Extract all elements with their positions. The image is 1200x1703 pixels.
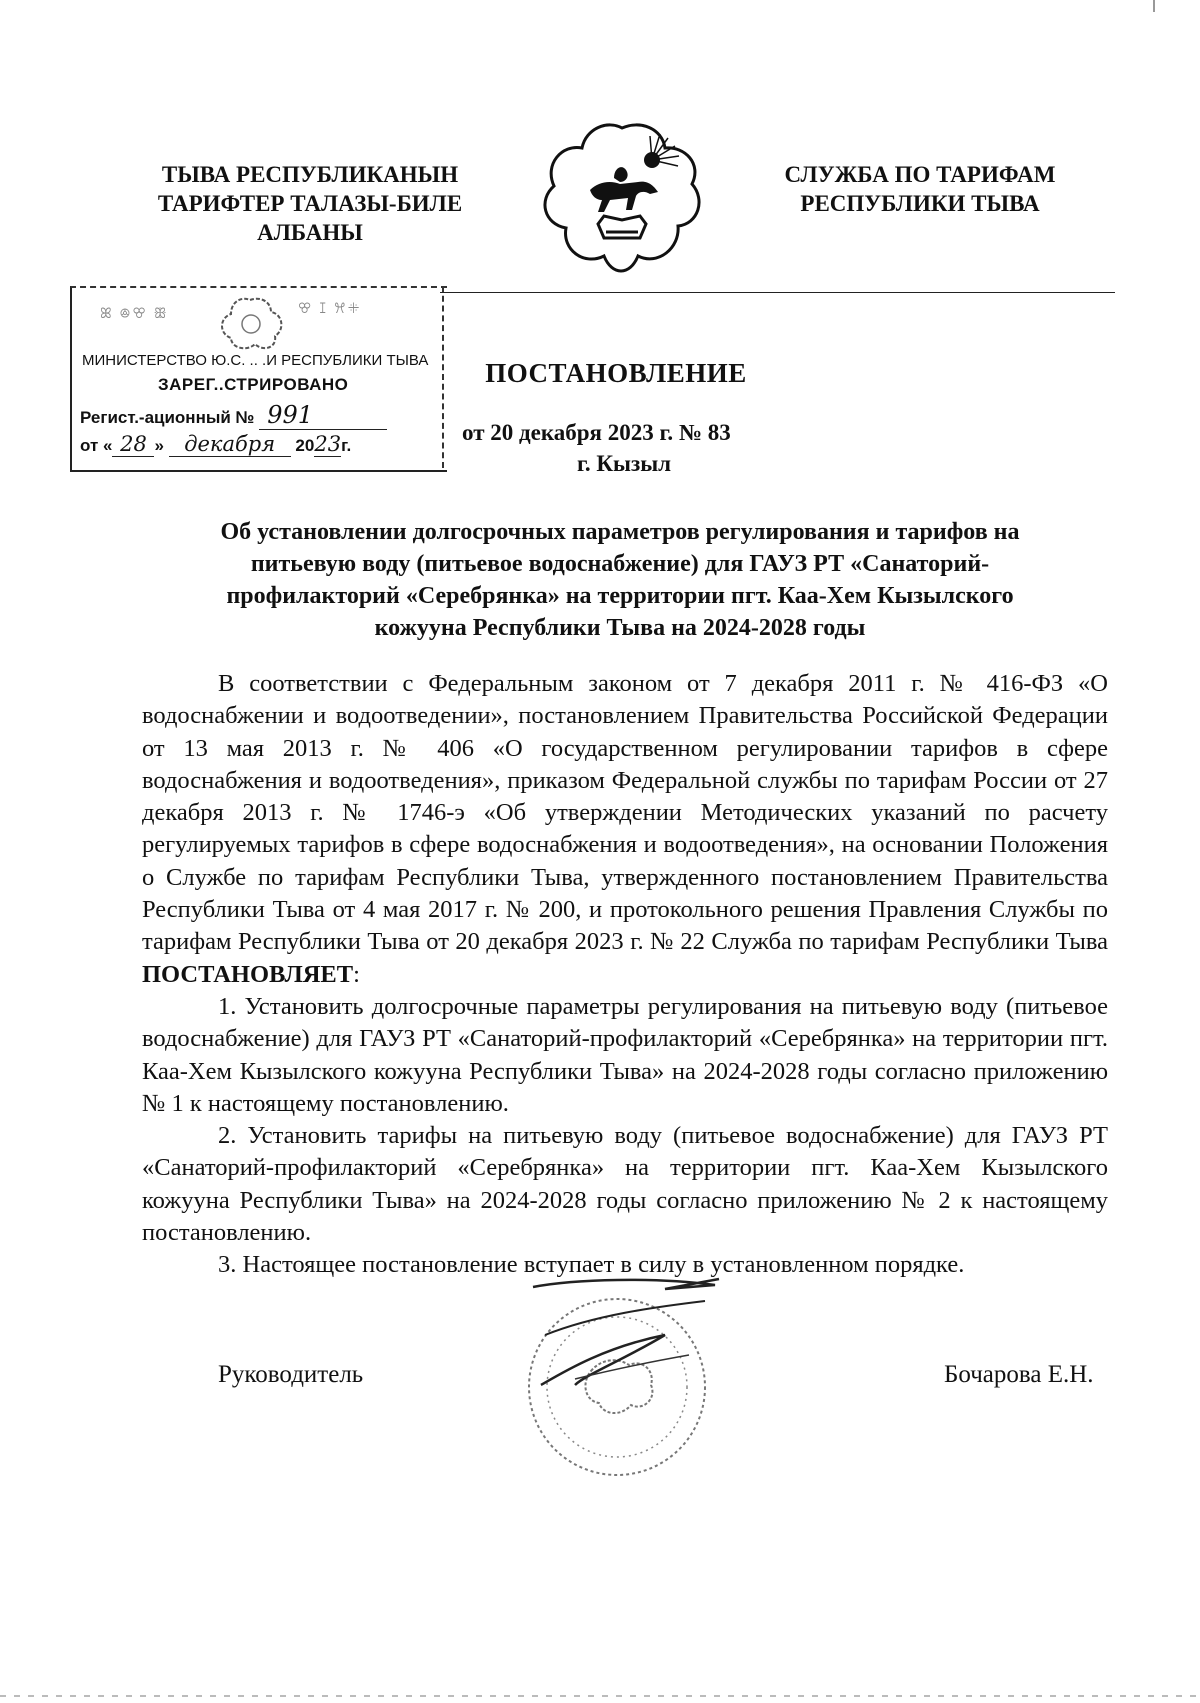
- scan-bottom-edge: [0, 1695, 1200, 1697]
- document-title: [140, 516, 1100, 644]
- stamp-faded-text: ꕢ ꕯ ꕮꔰ: [298, 300, 362, 316]
- header-right-line: СЛУЖБА ПО ТАРИФАМ: [784, 162, 1056, 187]
- document-body: [142, 668, 1108, 1282]
- document-type: ПОСТАНОВЛЕНИЕ: [485, 358, 747, 388]
- tuva-emblem-icon: [540, 120, 705, 280]
- resolution-item: 2. Установить тарифы на питьевую воду (питьевое водоснабжение) для ГАУЗ РТ «Санаторий-профилакторий «Серебрянка» на территории пгт. Каа-Хем Кызылского кожууна Республики Тыва» на 2024-2028 годы согласно приложению № 2 к настоящему постановлению.: [142, 1122, 1108, 1247]
- stamp-date-end: г.: [341, 436, 352, 455]
- stamp-registration-date: [80, 432, 351, 457]
- document-date-number: от 20 декабря 2023 г. № 83: [462, 420, 731, 445]
- header-left-line: АЛБАНЫ: [257, 220, 363, 245]
- signatory-name: Бочарова Е.Н.: [944, 1361, 1094, 1388]
- stamp-date-day: 28: [112, 432, 154, 457]
- header-divider: [440, 292, 1115, 293]
- stamp-date-month: декабря: [169, 432, 291, 457]
- registration-stamp-edge: [442, 286, 444, 468]
- resolves-word: ПОСТАНОВЛЯЕТ: [142, 960, 354, 988]
- stamp-date-mid: »: [154, 436, 164, 455]
- header-russian-name: [770, 160, 1070, 218]
- stamp-date-year-suffix: 23: [314, 432, 342, 456]
- title-line: питьевую воду (питьевое водоснабжение) для ГАУЗ РТ «Санаторий-: [250, 551, 990, 577]
- preamble-text: В соответствии с Федеральным законом от 7 декабря 2011 г. № 416-ФЗ «О водоснабжении и водоотведении», постановлением Правительства Российской Федерации от 13 мая 2013 г. № 406 «О государственном регулировании тарифов в сфере водоснабжения и водоотведения», приказом Федеральной службы по тарифам России от 27 декабря 2013 г. № 1746-э «Об утверждении Методических указаний по расчету регулируемых тарифов в сфере водоснабжения и водоотведения», на основании Положения о Службе по тарифам Республики Тыва, утвержденного постановлением Правительства Республики Тыва от 4 мая 2017 г. № 200, и протокольного решения Правления Службы по тарифам Республики Тыва от 20 декабря 2023 г. № 22 Служба по тарифам Республики Тыва: [142, 670, 1108, 956]
- scan-corner-mark: [1153, 0, 1155, 12]
- header-tuvan-name: [130, 160, 490, 247]
- stamp-faded-text: ꕤ ꔮꕢ ꕥ: [100, 305, 169, 321]
- official-seal-icon: [505, 1275, 735, 1485]
- header-right-line: РЕСПУБЛИКИ ТЫВА: [800, 191, 1040, 216]
- document-place: г. Кызыл: [577, 451, 672, 476]
- resolution-item: 3. Настоящее постановление вступает в силу в установленном порядке.: [218, 1251, 965, 1279]
- preamble-paragraph: [142, 668, 1108, 991]
- header-left-line: ТАРИФТЕР ТАЛАЗЫ-БИЛЕ: [157, 191, 463, 216]
- title-line: Об установлении долгосрочных параметров регулирования и тарифов на: [220, 519, 1020, 545]
- resolution-item: 1. Установить долгосрочные параметры регулирования на питьевую воду (питьевое водоснабжение) для ГАУЗ РТ «Санаторий-профилакторий «Серебрянка» на территории пгт. Каа-Хем Кызылского кожууна Республики Тыва» на 2024-2028 годы согласно приложению № 1 к настоящему постановлению.: [142, 992, 1108, 1117]
- title-line: кожууна Республики Тыва на 2024-2028 годы: [374, 615, 866, 641]
- stamp-registered: ЗАРЕГ..СТРИРОВАНО: [158, 375, 349, 394]
- signatory-position: Руководитель: [218, 1361, 364, 1388]
- stamp-regnum-value: 991: [259, 401, 387, 430]
- header-left-line: ТЫВА РЕСПУБЛИКАНЫН: [161, 162, 459, 187]
- stamp-regnum-label: Регист.-ационный №: [80, 408, 255, 427]
- stamp-date-prefix: от «: [80, 436, 113, 455]
- stamp-emblem-icon: [215, 296, 285, 352]
- resolves-colon: :: [353, 960, 360, 988]
- stamp-date-year-prefix: 20: [295, 436, 315, 455]
- stamp-ministry: МИНИСТЕРСТВО Ю.С. .. .И РЕСПУБЛИКИ ТЫВА: [82, 352, 429, 369]
- stamp-registration-number: [80, 401, 387, 430]
- title-line: профилакторий «Серебрянка» на территории пгт. Каа-Хем Кызылского: [226, 583, 1014, 609]
